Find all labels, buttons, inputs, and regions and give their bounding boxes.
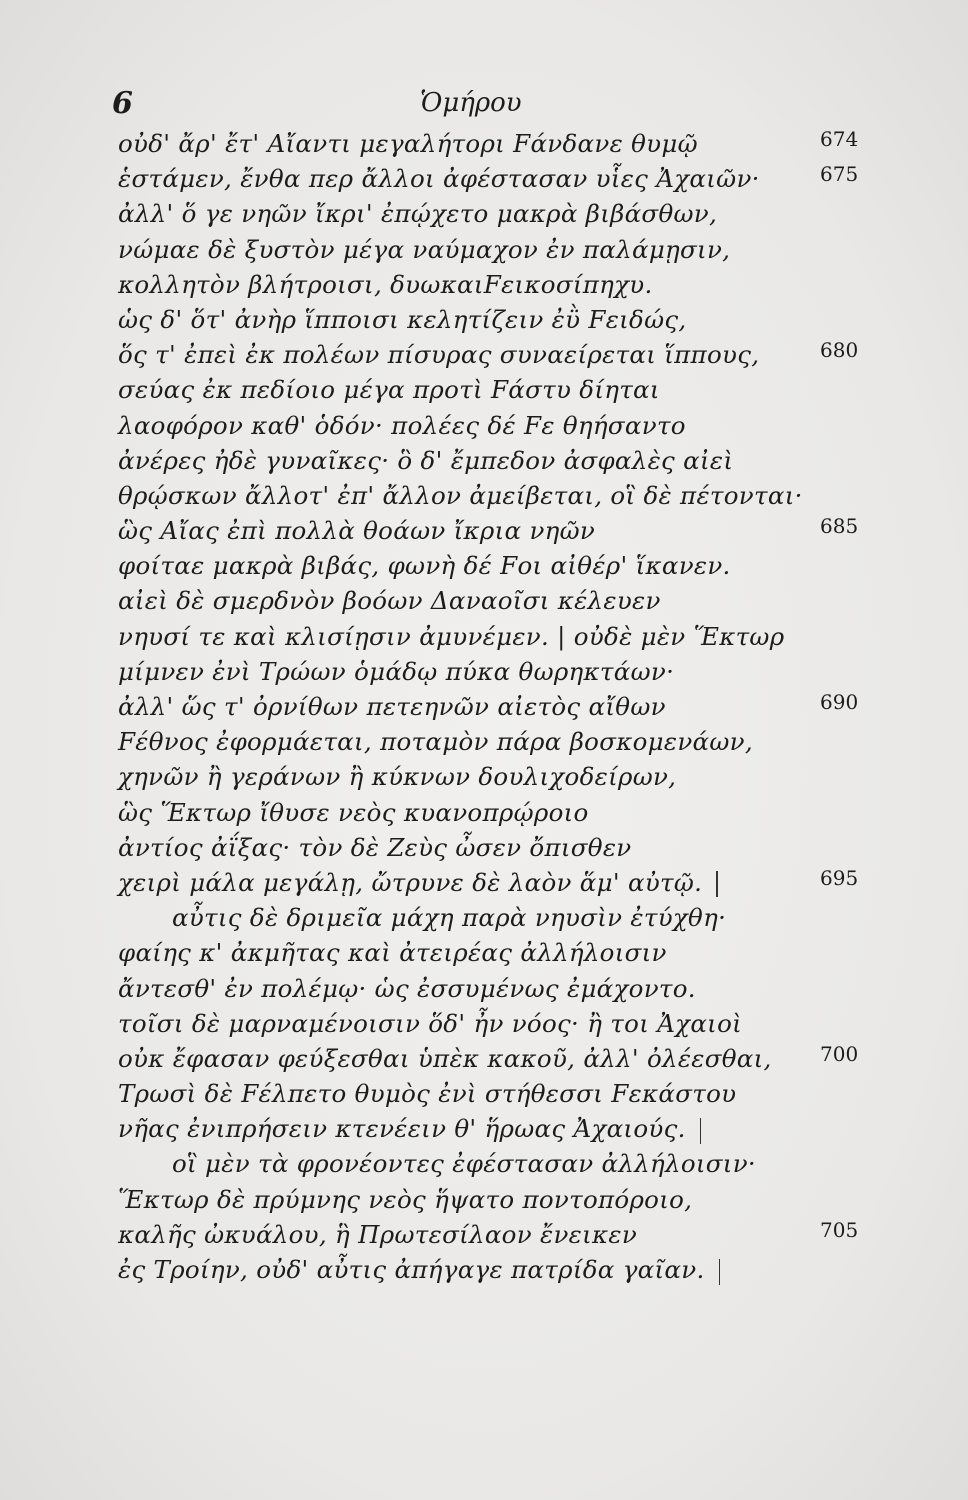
verse-text: ὣς Ἕκτωρ ἴθυσε νεὸς κυανοπρῴροιο: [118, 797, 589, 827]
verse-block: [0, 126, 968, 1287]
line-number: 690: [820, 690, 859, 714]
verse-text: φαίης κ' ἀκμῆτας καὶ ἀτειρέας ἀλλήλοισιν: [118, 938, 667, 968]
line-number: 705: [820, 1217, 859, 1242]
section-end-bar: [700, 1118, 702, 1144]
verse-text: χηνῶν ἢ γεράνων ἢ κύκνων δουλιχοδείρων,: [118, 762, 677, 792]
verse-line: [0, 478, 968, 513]
verse-line: [0, 372, 968, 407]
verse-text: ὅς τ' ἐπεὶ ἐκ πολέων πίσυρας συναείρεται ἵππους,: [118, 340, 760, 370]
verse-line: [0, 1111, 968, 1146]
verse-text: φοίταε μακρὰ βιβάς, φωνὴ δέ Fοι αἰθέρ' ἵκανεν.: [118, 551, 731, 581]
verse-line: [0, 161, 968, 196]
verse-line: [0, 1182, 968, 1217]
verse-line: [0, 337, 968, 372]
verse-line: [0, 619, 968, 654]
verse-text: μίμνεν ἐνὶ Τρώων ὁμάδῳ πύκα θωρηκτάων·: [118, 656, 675, 686]
verse-line: [0, 548, 968, 583]
verse-text: ἀλλ' ὅ γε νηῶν ἴκρι' ἐπῴχετο μακρὰ βιβάσθων,: [118, 199, 718, 229]
verse-line: [0, 865, 968, 900]
verse-text: ὣς Αἴας ἐπὶ πολλὰ θοάων ἴκρια νηῶν: [118, 516, 596, 546]
verse-line: [0, 1041, 968, 1076]
verse-line: [0, 232, 968, 267]
verse-line: [0, 1146, 968, 1181]
verse-line: [0, 830, 968, 865]
verse-line: [0, 900, 968, 935]
page-number: 6: [112, 86, 133, 121]
verse-text: ὡς δ' ὅτ' ἀνὴρ ἵπποισι κελητίζειν ἐῢ Fειδώς,: [118, 304, 687, 334]
verse-text: ἀντίος ἀΐξας· τὸν δὲ Ζεὺς ὦσεν ὄπισθεν: [118, 832, 632, 862]
verse-line: [0, 689, 968, 724]
verse-line: [0, 443, 968, 478]
verse-text: χειρὶ μάλα μεγάλῃ, ὤτρυνε δὲ λαὸν ἅμ' αὐτῷ.: [118, 865, 718, 900]
verse-line: [0, 971, 968, 1006]
verse-text: ἑστάμεν, ἔνθα περ ἄλλοι ἀφέστασαν υἷες Ἀχαιῶν·: [118, 164, 760, 194]
verse-line: [0, 1217, 968, 1252]
line-number: 700: [820, 1041, 859, 1066]
verse-text: λαοφόρον καθ' ὁδόν· πολέες δέ Fε θηήσαντο: [118, 410, 686, 440]
verse-line: [0, 583, 968, 618]
verse-text: κολλητὸν βλήτροισι, δυωκαιFεικοσίπηχυ.: [118, 269, 653, 299]
verse-text: Ἕκτωρ δὲ πρύμνης νεὸς ἥψατο ποντοπόροιο,: [118, 1184, 693, 1214]
section-end-bar: [719, 1259, 721, 1285]
verse-text: ἀλλ' ὥς τ' ὀρνίθων πετεηνῶν αἰετὸς αἴθων: [118, 692, 666, 721]
running-title: Ὁμήρου: [420, 88, 522, 118]
verse-text: ἄντεσθ' ἐν πολέμῳ· ὡς ἐσσυμένως ἐμάχοντο.: [118, 973, 696, 1003]
verse-text: Τρωσὶ δὲ Fέλπετο θυμὸς ἐνὶ στήθεσσι Fεκάστου: [118, 1079, 737, 1109]
verse-text: αὖτις δὲ δριμεῖα μάχη παρὰ νηυσὶν ἐτύχθη·: [172, 903, 727, 933]
line-number: 695: [820, 865, 859, 890]
verse-text: οὐδ' ἄρ' ἔτ' Αἴαντι μεγαλήτορι Fάνδανε θυμῷ: [118, 129, 698, 158]
line-number: 685: [820, 514, 859, 539]
verse-line: [0, 1006, 968, 1041]
verse-line: [0, 935, 968, 970]
verse-text: σεύας ἐκ πεδίοιο μέγα προτὶ Fάστυ δίηται: [118, 375, 660, 405]
verse-line: [0, 1076, 968, 1111]
verse-text: νώμαε δὲ ξυστὸν μέγα ναύμαχον ἐν παλάμῃσιν,: [118, 234, 731, 264]
verse-line: [0, 654, 968, 689]
verse-line: [0, 513, 968, 548]
verse-text: νῆας ἐνιπρήσειν κτενέειν θ' ἥρωας Ἀχαιούς.: [118, 1111, 701, 1146]
verse-text: Fέθνος ἐφορμάεται, ποταμὸν πάρα βοσκομενάων,: [118, 727, 753, 757]
verse-line: [0, 267, 968, 302]
verse-text: οἳ μὲν τὰ φρονέοντες ἐφέστασαν ἀλλήλοισιν·: [172, 1149, 756, 1179]
verse-line: [0, 408, 968, 443]
verse-text: νηυσί τε καὶ κλισίῃσιν ἀμυνέμεν. | οὐδὲ μὲν Ἕκτωρ: [118, 621, 785, 651]
verse-text: καλῆς ὠκυάλου, ἣ Πρωτεσίλαον ἔνεικεν: [118, 1219, 638, 1249]
verse-text: ἀνέρες ἠδὲ γυναῖκες· ὃ δ' ἔμπεδον ἀσφαλὲς αἰεὶ: [118, 445, 734, 475]
line-number: 680: [820, 338, 859, 363]
verse-text: θρῴσκων ἄλλοτ' ἐπ' ἄλλον ἀμείβεται, οἳ δὲ πέτονται·: [118, 480, 803, 510]
verse-line: [0, 302, 968, 337]
verse-line: [0, 724, 968, 759]
verse-text: τοῖσι δὲ μαρναμένοισιν ὅδ' ἦν νόος· ἢ τοι Ἀχαιοὶ: [118, 1008, 743, 1038]
verse-text: οὐκ ἔφασαν φεύξεσθαι ὑπὲκ κακοῦ, ἀλλ' ὀλέεσθαι,: [118, 1043, 772, 1073]
verse-line: [0, 795, 968, 830]
verse-line: [0, 196, 968, 231]
line-number: 674: [820, 127, 859, 151]
section-end-bar: [716, 871, 718, 897]
line-number: 675: [820, 162, 859, 187]
verse-line: [0, 1252, 968, 1287]
verse-text: ἐς Τροίην, οὐδ' αὖτις ἀπήγαγε πατρίδα γαῖαν.: [118, 1252, 720, 1287]
verse-line: [0, 126, 968, 161]
verse-text: αἰεὶ δὲ σμερδνὸν βοόων Δαναοῖσι κέλευεν: [118, 586, 661, 616]
verse-line: [0, 759, 968, 794]
